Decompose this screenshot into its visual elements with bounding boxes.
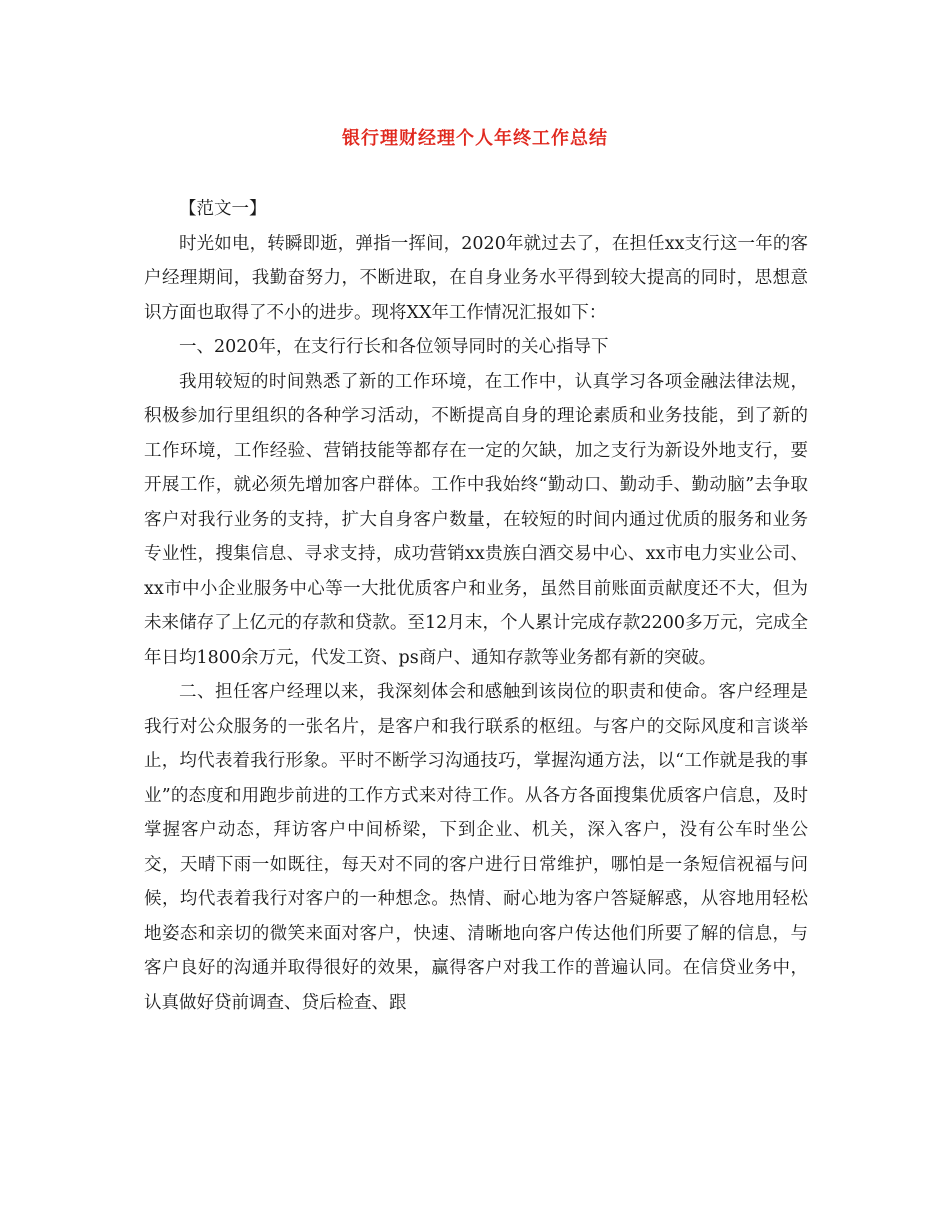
- paragraph-heading-one: 一、2020年，在支行行长和各位领导同时的关心指导下: [179, 337, 609, 357]
- document-body: [144, 192, 808, 1020]
- paragraph-heading-two: 二、担任客户经理以来，我深刻体会和感触到该岗位的职责和使命。客户经理是我行对公众服务的一张名片，是客户和我行联系的枢纽。与客户的交际风度和言谈举止，均代表着我行形象。平时不断学习沟通技巧，掌握沟通方法，以“工作就是我的事业”的态度和用跑步前进的工作方式来对待工作。从各方各面搜集优质客户信息，及时掌握客户动态，拜访客户中间桥梁，下到企业、机关，深入客户，没有公车时坐公交，天晴下雨一如既往，每天对不同的客户进行日常维护，哪怕是一条短信祝福与问候，均代表着我行对客户的一种想念。热情、耐心地为客户答疑解惑，从容地用轻松地姿态和亲切的微笑来面对客户，快速、清晰地向客户传达他们所要了解的信息，与客户良好的沟通并取得很好的效果，赢得客户对我工作的普遍认同。在信贷业务中，认真做好贷前调查、贷后检查、跟: [144, 682, 808, 1013]
- paragraph-intro: 时光如电，转瞬即逝，弹指一挥间，2020年就过去了，在担任xx支行这一年的客户经理期间，我勤奋努力，不断进取，在自身业务水平得到较大提高的同时，思想意识方面也取得了不小的进步。现将XX年工作情况汇报如下：: [144, 233, 808, 323]
- paragraph-work-environment: 我用较短的时间熟悉了新的工作环境，在工作中，认真学习各项金融法律法规，积极参加行里组织的各种学习活动，不断提高自身的理论素质和业务技能，到了新的工作环境，工作经验、营销技能等都存在一定的欠缺，加之支行为新设外地支行，要开展工作，就必须先增加客户群体。工作中我始终“勤动口、勤动手、勤动脑”去争取客户对我行业务的支持，扩大自身客户数量，在较短的时间内通过优质的服务和业务专业性，搜集信息、寻求支持，成功营销xx贵族白酒交易中心、xx市电力实业公司、xx市中小企业服务中心等一大批优质客户和业务，虽然目前账面贡献度还不大，但为未来储存了上亿元的存款和贷款。至12月末，个人累计完成存款2200多万元，完成全年日均1800余万元，代发工资、ps商户、通知存款等业务都有新的突破。: [144, 371, 808, 668]
- document-title: 银行理财经理个人年终工作总结: [342, 128, 608, 149]
- section-label: 【范文一】: [179, 199, 267, 219]
